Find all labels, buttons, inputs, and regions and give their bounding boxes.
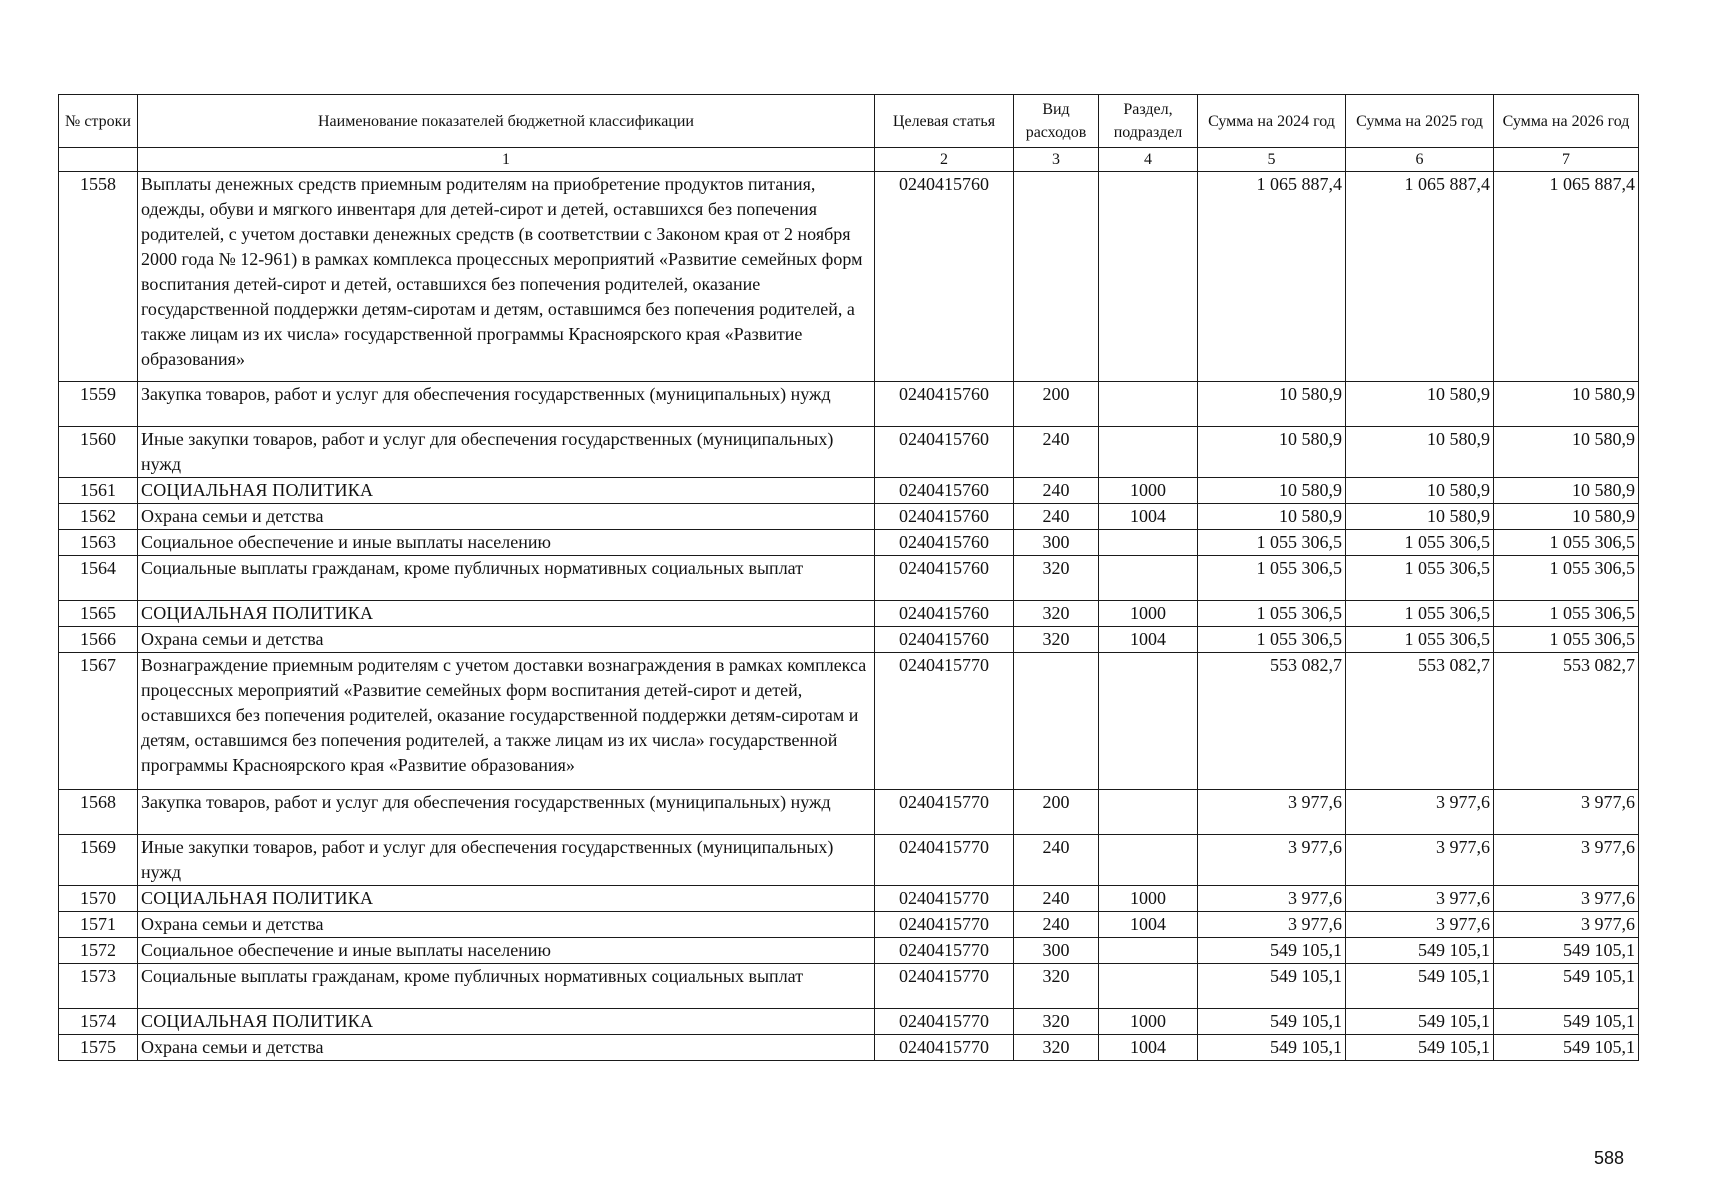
table-row xyxy=(59,1035,1639,1061)
expense-type-cell: 320 xyxy=(1014,1009,1099,1035)
expense-type-cell: 320 xyxy=(1014,1035,1099,1061)
table-row xyxy=(59,886,1639,912)
row-name-cell: Закупка товаров, работ и услуг для обеспечения государственных (муниципальных) нужд xyxy=(138,790,875,835)
target-article-cell: 0240415760 xyxy=(875,556,1014,601)
row-name-cell: Социальное обеспечение и иные выплаты населению xyxy=(138,938,875,964)
sum-2026-cell: 553 082,7 xyxy=(1494,653,1639,790)
section-cell xyxy=(1099,835,1198,886)
target-article-cell: 0240415770 xyxy=(875,1035,1014,1061)
sum-2025-cell: 10 580,9 xyxy=(1346,382,1494,427)
sum-2025-cell: 3 977,6 xyxy=(1346,790,1494,835)
target-article-cell: 0240415770 xyxy=(875,912,1014,938)
row-number-cell: 1567 xyxy=(59,653,138,790)
expense-type-cell: 240 xyxy=(1014,886,1099,912)
row-number-cell: 1573 xyxy=(59,964,138,1009)
row-number-cell: 1565 xyxy=(59,601,138,627)
section-cell: 1004 xyxy=(1099,912,1198,938)
sum-2026-cell: 549 105,1 xyxy=(1494,1009,1639,1035)
row-number-cell: 1569 xyxy=(59,835,138,886)
sum-2025-cell: 3 977,6 xyxy=(1346,912,1494,938)
sum-2024-cell: 10 580,9 xyxy=(1198,382,1346,427)
header-section: Раздел, подраздел xyxy=(1099,95,1198,148)
sum-2025-cell: 10 580,9 xyxy=(1346,427,1494,478)
row-name-cell: Выплаты денежных средств приемным родителям на приобретение продуктов питания, одежды, обуви и мягкого инвентаря для детей-сирот и детей, оставшихся без попечения родителей, с учетом доставки денежных средств (в соответствии с Законом края от 2 ноября 2000 года № 12-961) в рамках комплекса процессных мероприятий «Развитие семейных форм воспитания детей-сирот и детей, оставшихся без попечения родителей, оказание государственной поддержки детям-сиротам и детям, оставшимся без попечения родителей, а также лицам из их числа» государственной программы Красноярского края «Развитие образования» xyxy=(138,172,875,382)
table-row xyxy=(59,504,1639,530)
header-sum-2026: Сумма на 2026 год xyxy=(1494,95,1639,148)
sum-2025-cell: 1 055 306,5 xyxy=(1346,556,1494,601)
header-name: Наименование показателей бюджетной классификации xyxy=(138,95,875,148)
sum-2025-cell: 1 055 306,5 xyxy=(1346,627,1494,653)
target-article-cell: 0240415760 xyxy=(875,627,1014,653)
table-row xyxy=(59,478,1639,504)
expense-type-cell: 320 xyxy=(1014,964,1099,1009)
target-article-cell: 0240415760 xyxy=(875,601,1014,627)
sum-2024-cell: 1 055 306,5 xyxy=(1198,556,1346,601)
row-number-cell: 1571 xyxy=(59,912,138,938)
sum-2024-cell: 10 580,9 xyxy=(1198,478,1346,504)
sum-2025-cell: 1 055 306,5 xyxy=(1346,530,1494,556)
sum-2026-cell: 10 580,9 xyxy=(1494,427,1639,478)
section-cell xyxy=(1099,964,1198,1009)
sum-2024-cell: 1 055 306,5 xyxy=(1198,530,1346,556)
target-article-cell: 0240415770 xyxy=(875,835,1014,886)
header-expense-type: Вид расходов xyxy=(1014,95,1099,148)
expense-type-cell: 320 xyxy=(1014,556,1099,601)
expense-type-cell: 240 xyxy=(1014,427,1099,478)
expense-type-cell xyxy=(1014,653,1099,790)
column-number: 2 xyxy=(875,148,1014,172)
target-article-cell: 0240415770 xyxy=(875,886,1014,912)
target-article-cell: 0240415770 xyxy=(875,938,1014,964)
section-cell: 1004 xyxy=(1099,504,1198,530)
section-cell xyxy=(1099,938,1198,964)
row-number-cell: 1572 xyxy=(59,938,138,964)
section-cell: 1000 xyxy=(1099,478,1198,504)
section-cell: 1004 xyxy=(1099,627,1198,653)
row-number-cell: 1574 xyxy=(59,1009,138,1035)
sum-2026-cell: 1 055 306,5 xyxy=(1494,627,1639,653)
column-number: 5 xyxy=(1198,148,1346,172)
target-article-cell: 0240415770 xyxy=(875,790,1014,835)
sum-2026-cell: 549 105,1 xyxy=(1494,964,1639,1009)
sum-2026-cell: 10 580,9 xyxy=(1494,382,1639,427)
sum-2026-cell: 549 105,1 xyxy=(1494,1035,1639,1061)
expense-type-cell: 320 xyxy=(1014,601,1099,627)
sum-2025-cell: 549 105,1 xyxy=(1346,938,1494,964)
row-name-cell: Охрана семьи и детства xyxy=(138,504,875,530)
row-name-cell: Социальное обеспечение и иные выплаты населению xyxy=(138,530,875,556)
column-number: 4 xyxy=(1099,148,1198,172)
budget-table xyxy=(58,94,1639,1061)
sum-2024-cell: 549 105,1 xyxy=(1198,1009,1346,1035)
row-name-cell: Иные закупки товаров, работ и услуг для обеспечения государственных (муниципальных) нужд xyxy=(138,835,875,886)
header-sum-2025: Сумма на 2025 год xyxy=(1346,95,1494,148)
sum-2026-cell: 1 065 887,4 xyxy=(1494,172,1639,382)
column-number-blank xyxy=(59,148,138,172)
row-number-cell: 1575 xyxy=(59,1035,138,1061)
section-cell xyxy=(1099,382,1198,427)
header-target: Целевая статья xyxy=(875,95,1014,148)
sum-2024-cell: 3 977,6 xyxy=(1198,790,1346,835)
header-row xyxy=(59,95,1639,148)
sum-2026-cell: 3 977,6 xyxy=(1494,835,1639,886)
expense-type-cell: 240 xyxy=(1014,912,1099,938)
row-name-cell: Социальные выплаты гражданам, кроме публичных нормативных социальных выплат xyxy=(138,556,875,601)
sum-2026-cell: 549 105,1 xyxy=(1494,938,1639,964)
target-article-cell: 0240415770 xyxy=(875,964,1014,1009)
row-number-cell: 1561 xyxy=(59,478,138,504)
column-number: 1 xyxy=(138,148,875,172)
expense-type-cell: 300 xyxy=(1014,938,1099,964)
sum-2025-cell: 10 580,9 xyxy=(1346,478,1494,504)
table-row xyxy=(59,912,1639,938)
row-name-cell: Вознаграждение приемным родителям с учетом доставки вознаграждения в рамках комплекса процессных мероприятий «Развитие семейных форм воспитания детей-сирот и детей, оставшихся без попечения родителей, оказание государственной поддержки детям-сиротам и детям, оставшимся без попечения родителей, а также лицам из их числа» государственной программы Красноярского края «Развитие образования» xyxy=(138,653,875,790)
section-cell xyxy=(1099,172,1198,382)
sum-2025-cell: 3 977,6 xyxy=(1346,886,1494,912)
sum-2024-cell: 10 580,9 xyxy=(1198,427,1346,478)
expense-type-cell: 240 xyxy=(1014,504,1099,530)
sum-2026-cell: 3 977,6 xyxy=(1494,886,1639,912)
row-name-cell: Охрана семьи и детства xyxy=(138,627,875,653)
sum-2024-cell: 3 977,6 xyxy=(1198,912,1346,938)
row-number-cell: 1558 xyxy=(59,172,138,382)
table-row xyxy=(59,556,1639,601)
sum-2026-cell: 1 055 306,5 xyxy=(1494,601,1639,627)
table-row xyxy=(59,530,1639,556)
column-number: 7 xyxy=(1494,148,1639,172)
page-number: 588 xyxy=(1594,1148,1625,1168)
table-row xyxy=(59,627,1639,653)
sum-2024-cell: 553 082,7 xyxy=(1198,653,1346,790)
target-article-cell: 0240415760 xyxy=(875,427,1014,478)
sum-2026-cell: 3 977,6 xyxy=(1494,912,1639,938)
section-cell: 1000 xyxy=(1099,601,1198,627)
sum-2026-cell: 10 580,9 xyxy=(1494,504,1639,530)
sum-2025-cell: 549 105,1 xyxy=(1346,1009,1494,1035)
section-cell xyxy=(1099,790,1198,835)
expense-type-cell: 300 xyxy=(1014,530,1099,556)
sum-2024-cell: 1 065 887,4 xyxy=(1198,172,1346,382)
expense-type-cell xyxy=(1014,172,1099,382)
sum-2026-cell: 1 055 306,5 xyxy=(1494,556,1639,601)
row-name-cell: СОЦИАЛЬНАЯ ПОЛИТИКА xyxy=(138,601,875,627)
target-article-cell: 0240415760 xyxy=(875,530,1014,556)
target-article-cell: 0240415760 xyxy=(875,382,1014,427)
section-cell xyxy=(1099,653,1198,790)
column-number-row xyxy=(59,148,1639,172)
section-cell xyxy=(1099,530,1198,556)
table-header xyxy=(59,95,1639,172)
section-cell: 1000 xyxy=(1099,1009,1198,1035)
row-number-cell: 1568 xyxy=(59,790,138,835)
section-cell: 1000 xyxy=(1099,886,1198,912)
sum-2026-cell: 3 977,6 xyxy=(1494,790,1639,835)
row-number-cell: 1564 xyxy=(59,556,138,601)
row-number-cell: 1570 xyxy=(59,886,138,912)
row-name-cell: Иные закупки товаров, работ и услуг для обеспечения государственных (муниципальных) нужд xyxy=(138,427,875,478)
target-article-cell: 0240415760 xyxy=(875,172,1014,382)
expense-type-cell: 200 xyxy=(1014,382,1099,427)
table-row xyxy=(59,938,1639,964)
row-number-cell: 1563 xyxy=(59,530,138,556)
sum-2024-cell: 549 105,1 xyxy=(1198,938,1346,964)
sum-2024-cell: 1 055 306,5 xyxy=(1198,601,1346,627)
row-name-cell: Закупка товаров, работ и услуг для обеспечения государственных (муниципальных) нужд xyxy=(138,382,875,427)
section-cell xyxy=(1099,556,1198,601)
table-row xyxy=(59,790,1639,835)
expense-type-cell: 240 xyxy=(1014,478,1099,504)
table-row xyxy=(59,172,1639,382)
table-row xyxy=(59,601,1639,627)
sum-2024-cell: 549 105,1 xyxy=(1198,1035,1346,1061)
row-number-cell: 1559 xyxy=(59,382,138,427)
sum-2025-cell: 1 065 887,4 xyxy=(1346,172,1494,382)
table-row xyxy=(59,1009,1639,1035)
sum-2025-cell: 553 082,7 xyxy=(1346,653,1494,790)
sum-2024-cell: 3 977,6 xyxy=(1198,835,1346,886)
table-row xyxy=(59,427,1639,478)
target-article-cell: 0240415770 xyxy=(875,1009,1014,1035)
header-sum-2024: Сумма на 2024 год xyxy=(1198,95,1346,148)
column-number: 3 xyxy=(1014,148,1099,172)
row-name-cell: СОЦИАЛЬНАЯ ПОЛИТИКА xyxy=(138,886,875,912)
row-name-cell: Охрана семьи и детства xyxy=(138,912,875,938)
sum-2024-cell: 549 105,1 xyxy=(1198,964,1346,1009)
section-cell: 1004 xyxy=(1099,1035,1198,1061)
table-row xyxy=(59,653,1639,790)
sum-2024-cell: 10 580,9 xyxy=(1198,504,1346,530)
row-name-cell: СОЦИАЛЬНАЯ ПОЛИТИКА xyxy=(138,478,875,504)
row-name-cell: Социальные выплаты гражданам, кроме публичных нормативных социальных выплат xyxy=(138,964,875,1009)
table-row xyxy=(59,382,1639,427)
sum-2024-cell: 3 977,6 xyxy=(1198,886,1346,912)
table-row xyxy=(59,835,1639,886)
sum-2026-cell: 10 580,9 xyxy=(1494,478,1639,504)
expense-type-cell: 240 xyxy=(1014,835,1099,886)
table-body xyxy=(59,172,1639,1061)
row-name-cell: СОЦИАЛЬНАЯ ПОЛИТИКА xyxy=(138,1009,875,1035)
sum-2025-cell: 10 580,9 xyxy=(1346,504,1494,530)
sum-2025-cell: 549 105,1 xyxy=(1346,1035,1494,1061)
sum-2026-cell: 1 055 306,5 xyxy=(1494,530,1639,556)
expense-type-cell: 200 xyxy=(1014,790,1099,835)
target-article-cell: 0240415760 xyxy=(875,478,1014,504)
section-cell xyxy=(1099,427,1198,478)
target-article-cell: 0240415760 xyxy=(875,504,1014,530)
row-number-cell: 1562 xyxy=(59,504,138,530)
expense-type-cell: 320 xyxy=(1014,627,1099,653)
sum-2025-cell: 3 977,6 xyxy=(1346,835,1494,886)
sum-2024-cell: 1 055 306,5 xyxy=(1198,627,1346,653)
header-row-number: № строки xyxy=(59,95,138,148)
sum-2025-cell: 549 105,1 xyxy=(1346,964,1494,1009)
row-number-cell: 1560 xyxy=(59,427,138,478)
row-number-cell: 1566 xyxy=(59,627,138,653)
sum-2025-cell: 1 055 306,5 xyxy=(1346,601,1494,627)
target-article-cell: 0240415770 xyxy=(875,653,1014,790)
column-number: 6 xyxy=(1346,148,1494,172)
table-row xyxy=(59,964,1639,1009)
row-name-cell: Охрана семьи и детства xyxy=(138,1035,875,1061)
